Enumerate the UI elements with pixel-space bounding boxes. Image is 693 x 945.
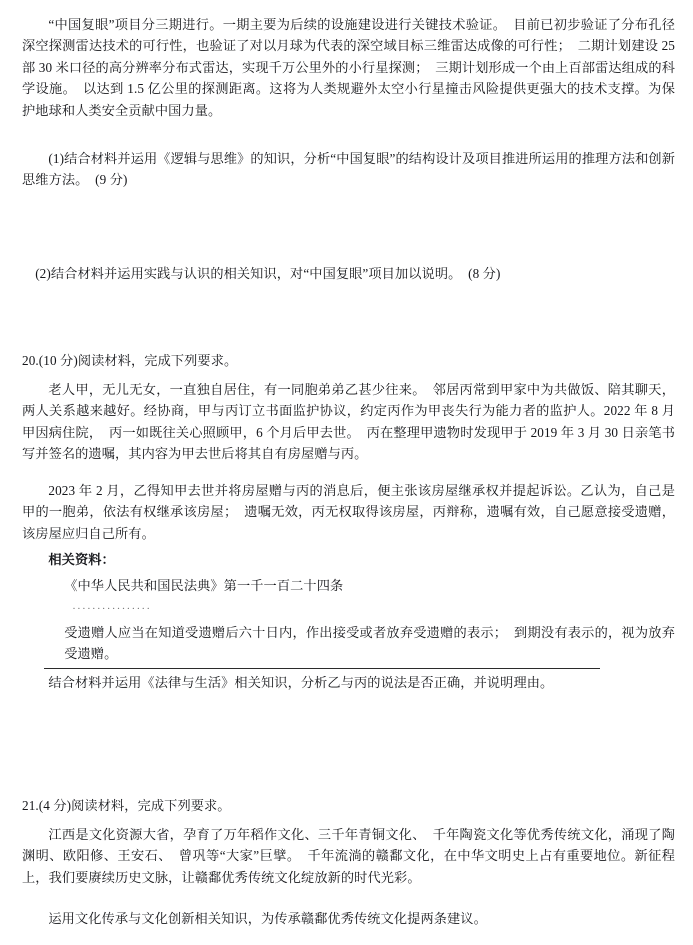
law-text-content: 受遗赠人应当在知道受遗赠后六十日内，作出接受或者放弃受遗赠的表示； 到期没有表示的，视为放弃受遗赠。 — [64, 625, 675, 662]
question-19-sub-2-text: (2)结合材料并运用实践与认识的相关知识，对“中国复眼”项目加以说明。 (8 分) — [35, 266, 501, 281]
question-21-heading-text: 21.(4 分)阅读材料，完成下列要求。 — [22, 798, 231, 813]
question-21-paragraph-2-text: 运用文化传承与文化创新相关知识，为传承赣鄱优秀传统文化提两条建议。 — [48, 911, 487, 926]
question-21-paragraph-1-text: 江西是文化资源大省，孕育了万年稻作文化、三千年青铜文化、 千年陶瓷文化等优秀传统文化，涌现了陶渊明、欧阳修、王安石、 曾巩等“大家”巨擘。 千年流淌的赣鄱文化，在中华文明史上占有重要地位。新征程上，我们要赓续历史文脉，让赣鄱优秀传统文化绽放新的时代光彩。 — [22, 827, 675, 885]
question-21-paragraph-1 — [22, 824, 675, 888]
law-title-text: 《中华人民共和国民法典》第一千一百二十四条 — [64, 578, 344, 593]
question-20-paragraph-2 — [22, 480, 675, 544]
question-20-closing — [22, 672, 675, 693]
question-20-reference-label — [22, 549, 675, 570]
question-19-sub-1-text: (1)结合材料并运用《逻辑与思维》的知识，分析“中国复眼”的结构设计及项目推进所运用的推理方法和创新思维方法。 (9 分) — [22, 151, 675, 188]
question-20-paragraph-1-text: 老人甲，无儿无女，一直独自居住，有一同胞弟弟乙甚少往来。 邻居丙常到甲家中为共做饭、陪其聊天，两人关系越来越好。经协商，甲与丙订立书面监护协议，约定丙作为甲丧失行为能力者的监护人。2022 年 8 月甲因病住院， 丙一如既往关心照顾甲，6 个月后甲去世。 丙在整理甲遗物时发现甲于 2019 年 3 月 30 日亲笔书写并签名的遗嘱，其内容为甲去世后将其自有房屋赠与丙。 — [22, 382, 675, 462]
ellipsis-text: ................ — [72, 600, 152, 612]
question-19-sub-2 — [22, 263, 675, 284]
question-19-sub-1 — [22, 148, 675, 191]
question-20-law-text — [22, 622, 675, 665]
question-19-body — [22, 14, 675, 121]
question-20-law-title — [22, 575, 675, 596]
underline-rule — [44, 668, 600, 669]
question-20-heading — [22, 350, 675, 371]
question-20-heading-text: 20.(10 分)阅读材料，完成下列要求。 — [22, 353, 238, 368]
question-21-paragraph-2 — [22, 908, 675, 929]
question-20-ellipsis — [22, 600, 675, 613]
reference-label-text: 相关资料： — [48, 552, 115, 567]
question-20-paragraph-2-text: 2023 年 2 月，乙得知甲去世并将房屋赠与丙的消息后，便主张该房屋继承权并提起诉讼。乙认为，自己是甲的一胞弟，依法有权继承该房屋； 遗嘱无效，丙无权取得该房屋，丙辩称，遗嘱有效，自己愿意接受遗赠，该房屋应归自己所有。 — [22, 483, 675, 541]
question-20-closing-text: 结合材料并运用《法律与生活》相关知识，分析乙与丙的说法是否正确，并说明理由。 — [48, 675, 554, 690]
question-19-paragraph: “中国复眼”项目分三期进行。一期主要为后续的设施建设进行关键技术验证。 目前已初步验证了分布孔径深空探测雷达技术的可行性，也验证了对以月球为代表的深空域目标三维雷达成像的可行性； 二期计划建设 25 部 30 米口径的高分辨率分布式雷达，实现千万公里外的小行星探测； 三期计划形成一个由上百部雷达组成的科学设施。 以达到 1.5 亿公里的探测距离。这将为人类规避外太空小行星撞击风险提供更强大的技术支撑。为保护地球和人类安全贡献中国力量。 — [22, 17, 675, 118]
question-21-heading — [22, 795, 675, 816]
question-20-paragraph-1 — [22, 379, 675, 465]
